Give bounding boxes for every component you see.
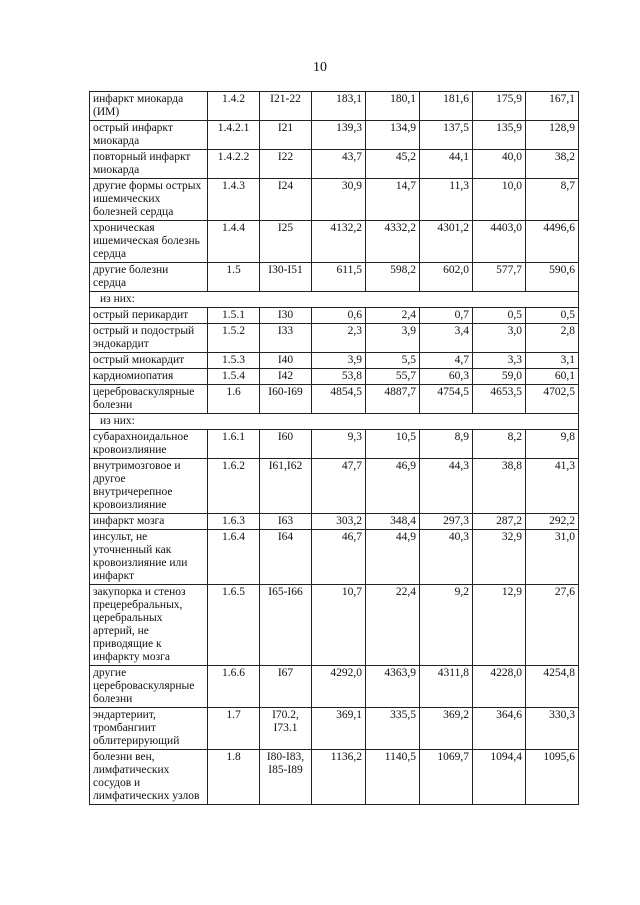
value-cell: 4754,5 — [420, 385, 473, 414]
value-cell: 4332,2 — [366, 221, 420, 263]
row-code-cell: 1.6.5 — [208, 585, 260, 666]
table-row — [90, 221, 579, 263]
row-code-cell: 1.4.3 — [208, 179, 260, 221]
value-cell: 3,9 — [312, 353, 366, 369]
value-cell: 11,3 — [420, 179, 473, 221]
disease-name-cell: инфаркт миокарда (ИМ) — [90, 92, 208, 121]
value-cell: 4228,0 — [473, 666, 526, 708]
row-code-cell: 1.5.3 — [208, 353, 260, 369]
row-code-cell: 1.8 — [208, 750, 260, 805]
value-cell: 369,1 — [312, 708, 366, 750]
table-row — [90, 369, 579, 385]
value-cell: 348,4 — [366, 514, 420, 530]
value-cell: 3,1 — [526, 353, 579, 369]
row-code-cell: 1.5.4 — [208, 369, 260, 385]
value-cell: 4254,8 — [526, 666, 579, 708]
value-cell: 38,2 — [526, 150, 579, 179]
value-cell: 1095,6 — [526, 750, 579, 805]
disease-name-cell: повторный инфаркт миокарда — [90, 150, 208, 179]
value-cell: 40,3 — [420, 530, 473, 585]
row-code-cell: 1.6.6 — [208, 666, 260, 708]
icd-code-cell: I40 — [260, 353, 312, 369]
icd-code-cell: I33 — [260, 324, 312, 353]
disease-name-cell: инсульт, не уточненный как кровоизлияние или инфаркт — [90, 530, 208, 585]
row-code-cell: 1.6.3 — [208, 514, 260, 530]
table-row — [90, 324, 579, 353]
value-cell: 1140,5 — [366, 750, 420, 805]
value-cell: 10,5 — [366, 430, 420, 459]
disease-name-cell: кардиомиопатия — [90, 369, 208, 385]
disease-name-cell: цереброваскулярные болезни — [90, 385, 208, 414]
icd-code-cell: I25 — [260, 221, 312, 263]
disease-name-cell: другие цереброваскулярные болезни — [90, 666, 208, 708]
disease-name-cell: острый перикардит — [90, 308, 208, 324]
value-cell: 9,2 — [420, 585, 473, 666]
disease-name-cell: острый инфаркт миокарда — [90, 121, 208, 150]
icd-code-cell: I63 — [260, 514, 312, 530]
table-subheader-row — [90, 414, 579, 430]
disease-name-cell: внутримозговое и другое внутричерепное кровоизлияние — [90, 459, 208, 514]
icd-code-cell: I65-I66 — [260, 585, 312, 666]
value-cell: 0,5 — [526, 308, 579, 324]
value-cell: 3,3 — [473, 353, 526, 369]
value-cell: 8,9 — [420, 430, 473, 459]
row-code-cell: 1.7 — [208, 708, 260, 750]
value-cell: 53,8 — [312, 369, 366, 385]
value-cell: 47,7 — [312, 459, 366, 514]
value-cell: 2,4 — [366, 308, 420, 324]
icd-code-cell: I30-I51 — [260, 263, 312, 292]
disease-name-cell: болезни вен, лимфатических сосудов и лимфатических узлов — [90, 750, 208, 805]
value-cell: 139,3 — [312, 121, 366, 150]
value-cell: 4403,0 — [473, 221, 526, 263]
value-cell: 4496,6 — [526, 221, 579, 263]
value-cell: 135,9 — [473, 121, 526, 150]
table-row — [90, 150, 579, 179]
icd-code-cell: I60-I69 — [260, 385, 312, 414]
table-row — [90, 585, 579, 666]
value-cell: 45,2 — [366, 150, 420, 179]
value-cell: 1094,4 — [473, 750, 526, 805]
disease-name-cell: острый миокардит — [90, 353, 208, 369]
value-cell: 44,1 — [420, 150, 473, 179]
value-cell: 0,6 — [312, 308, 366, 324]
row-code-cell: 1.4.2.2 — [208, 150, 260, 179]
row-code-cell: 1.6 — [208, 385, 260, 414]
value-cell: 4301,2 — [420, 221, 473, 263]
icd-code-cell: I30 — [260, 308, 312, 324]
table-row — [90, 750, 579, 805]
icd-code-cell: I24 — [260, 179, 312, 221]
value-cell: 4702,5 — [526, 385, 579, 414]
table-row — [90, 708, 579, 750]
subheader-label: из них: — [90, 292, 579, 308]
value-cell: 369,2 — [420, 708, 473, 750]
disease-name-cell: другие болезни сердца — [90, 263, 208, 292]
value-cell: 181,6 — [420, 92, 473, 121]
value-cell: 134,9 — [366, 121, 420, 150]
value-cell: 59,0 — [473, 369, 526, 385]
table-row — [90, 308, 579, 324]
icd-code-cell: I80-I83, I85-I89 — [260, 750, 312, 805]
row-code-cell: 1.5 — [208, 263, 260, 292]
value-cell: 4363,9 — [366, 666, 420, 708]
value-cell: 60,1 — [526, 369, 579, 385]
value-cell: 4,7 — [420, 353, 473, 369]
statistics-table — [89, 91, 579, 805]
value-cell: 3,4 — [420, 324, 473, 353]
table-row — [90, 179, 579, 221]
value-cell: 40,0 — [473, 150, 526, 179]
value-cell: 335,5 — [366, 708, 420, 750]
value-cell: 0,7 — [420, 308, 473, 324]
value-cell: 1069,7 — [420, 750, 473, 805]
value-cell: 4311,8 — [420, 666, 473, 708]
row-code-cell: 1.4.2.1 — [208, 121, 260, 150]
value-cell: 577,7 — [473, 263, 526, 292]
icd-code-cell: I21 — [260, 121, 312, 150]
table-row — [90, 92, 579, 121]
value-cell: 43,7 — [312, 150, 366, 179]
value-cell: 4132,2 — [312, 221, 366, 263]
value-cell: 2,8 — [526, 324, 579, 353]
row-code-cell: 1.6.2 — [208, 459, 260, 514]
value-cell: 303,2 — [312, 514, 366, 530]
value-cell: 55,7 — [366, 369, 420, 385]
value-cell: 598,2 — [366, 263, 420, 292]
value-cell: 44,3 — [420, 459, 473, 514]
row-code-cell: 1.4.4 — [208, 221, 260, 263]
value-cell: 46,7 — [312, 530, 366, 585]
value-cell: 9,3 — [312, 430, 366, 459]
value-cell: 46,9 — [366, 459, 420, 514]
table-row — [90, 121, 579, 150]
value-cell: 31,0 — [526, 530, 579, 585]
value-cell: 22,4 — [366, 585, 420, 666]
disease-name-cell: другие формы острых ишемических болезней сердца — [90, 179, 208, 221]
icd-code-cell: I42 — [260, 369, 312, 385]
value-cell: 30,9 — [312, 179, 366, 221]
value-cell: 167,1 — [526, 92, 579, 121]
value-cell: 297,3 — [420, 514, 473, 530]
icd-code-cell: I70.2, I73.1 — [260, 708, 312, 750]
disease-name-cell: хроническая ишемическая болезнь сердца — [90, 221, 208, 263]
icd-code-cell: I61,I62 — [260, 459, 312, 514]
value-cell: 60,3 — [420, 369, 473, 385]
value-cell: 330,3 — [526, 708, 579, 750]
table-row — [90, 353, 579, 369]
row-code-cell: 1.5.2 — [208, 324, 260, 353]
value-cell: 41,3 — [526, 459, 579, 514]
disease-name-cell: закупорка и стеноз прецеребральных, церебральных артерий, не приводящие к инфаркту мозга — [90, 585, 208, 666]
icd-code-cell: I67 — [260, 666, 312, 708]
value-cell: 32,9 — [473, 530, 526, 585]
row-code-cell: 1.4.2 — [208, 92, 260, 121]
value-cell: 183,1 — [312, 92, 366, 121]
subheader-label: из них: — [90, 414, 579, 430]
value-cell: 10,7 — [312, 585, 366, 666]
row-code-cell: 1.6.1 — [208, 430, 260, 459]
value-cell: 5,5 — [366, 353, 420, 369]
icd-code-cell: I21-22 — [260, 92, 312, 121]
value-cell: 137,5 — [420, 121, 473, 150]
value-cell: 4653,5 — [473, 385, 526, 414]
value-cell: 4292,0 — [312, 666, 366, 708]
icd-code-cell: I64 — [260, 530, 312, 585]
value-cell: 9,8 — [526, 430, 579, 459]
value-cell: 38,8 — [473, 459, 526, 514]
value-cell: 3,0 — [473, 324, 526, 353]
table-row — [90, 459, 579, 514]
value-cell: 175,9 — [473, 92, 526, 121]
value-cell: 590,6 — [526, 263, 579, 292]
value-cell: 27,6 — [526, 585, 579, 666]
value-cell: 1136,2 — [312, 750, 366, 805]
disease-name-cell: эндартериит, тромбангиит облитерирующий — [90, 708, 208, 750]
row-code-cell: 1.6.4 — [208, 530, 260, 585]
table-body — [90, 92, 579, 805]
value-cell: 602,0 — [420, 263, 473, 292]
disease-name-cell: инфаркт мозга — [90, 514, 208, 530]
disease-name-cell: субарахноидальное кровоизлияние — [90, 430, 208, 459]
value-cell: 364,6 — [473, 708, 526, 750]
table-row — [90, 430, 579, 459]
value-cell: 0,5 — [473, 308, 526, 324]
value-cell: 14,7 — [366, 179, 420, 221]
table-row — [90, 385, 579, 414]
table-subheader-row — [90, 292, 579, 308]
value-cell: 8,2 — [473, 430, 526, 459]
page-number: 10 — [313, 60, 327, 75]
table-row — [90, 263, 579, 292]
value-cell: 10,0 — [473, 179, 526, 221]
value-cell: 8,7 — [526, 179, 579, 221]
table-row — [90, 514, 579, 530]
value-cell: 3,9 — [366, 324, 420, 353]
value-cell: 180,1 — [366, 92, 420, 121]
icd-code-cell: I22 — [260, 150, 312, 179]
table-row — [90, 666, 579, 708]
value-cell: 2,3 — [312, 324, 366, 353]
value-cell: 292,2 — [526, 514, 579, 530]
row-code-cell: 1.5.1 — [208, 308, 260, 324]
value-cell: 611,5 — [312, 263, 366, 292]
disease-name-cell: острый и подострый эндокардит — [90, 324, 208, 353]
value-cell: 4887,7 — [366, 385, 420, 414]
value-cell: 12,9 — [473, 585, 526, 666]
value-cell: 128,9 — [526, 121, 579, 150]
value-cell: 287,2 — [473, 514, 526, 530]
icd-code-cell: I60 — [260, 430, 312, 459]
value-cell: 44,9 — [366, 530, 420, 585]
value-cell: 4854,5 — [312, 385, 366, 414]
table-row — [90, 530, 579, 585]
